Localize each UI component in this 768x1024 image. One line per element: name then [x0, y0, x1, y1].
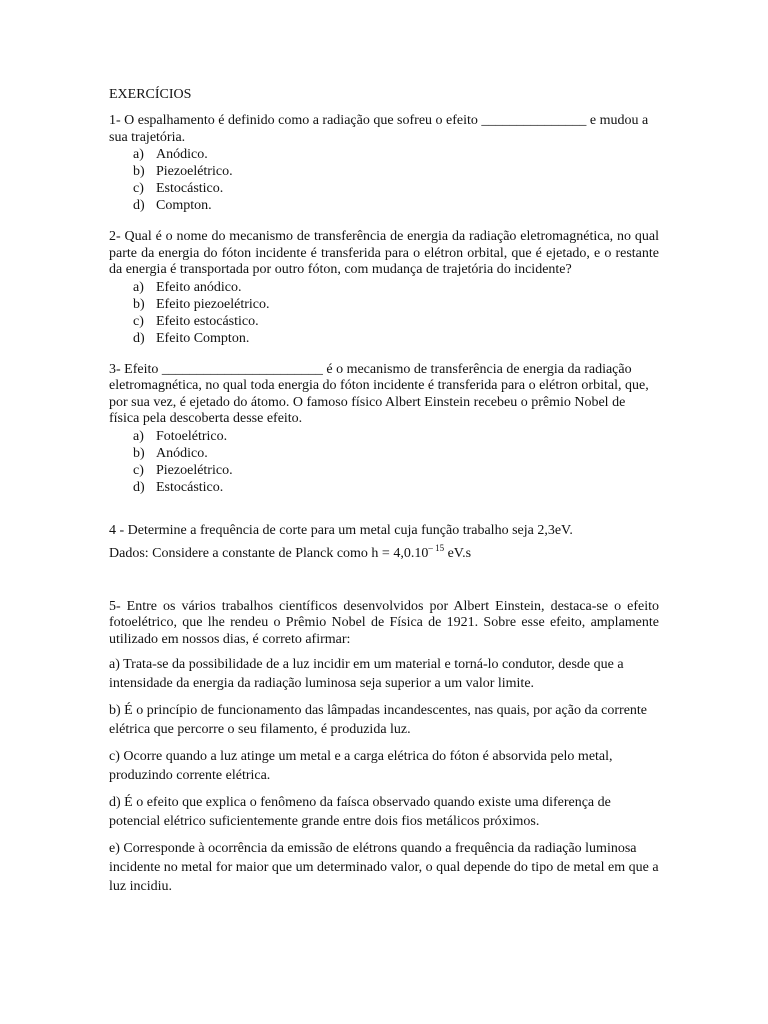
option-text: Efeito estocástico. — [156, 313, 259, 329]
option-letter: b) — [133, 296, 145, 312]
option-text: Compton. — [156, 198, 212, 213]
option-letter: b) — [133, 164, 145, 179]
question-4-data-prefix: Dados: Considere a constante de Planck como h = 4,0.10 — [109, 546, 429, 561]
question-5-alternative-b: b) É o princípio de funcionamento das lâmpadas incandescentes, nas quais, por ação da corrente elétrica que percorre o seu filamento, é produzida luz. — [109, 703, 648, 737]
question-5-alternative-e: e) Corresponde à ocorrência da emissão de elétrons quando a frequência da radiação luminosa incidente no metal for maior que um determinado valor, o qual depende do tipo de metal em que a luz incidiu. — [109, 841, 659, 894]
question-3 — [109, 362, 659, 496]
page-title: EXERCÍCIOS — [109, 87, 192, 102]
question-3-option-d — [133, 479, 659, 496]
option-text: Anódico. — [156, 147, 208, 162]
question-4-stem: 4 - Determine a frequência de corte para um metal cuja função trabalho seja 2,3eV. — [109, 522, 573, 538]
question-1-option-c — [133, 180, 659, 197]
option-letter: c) — [133, 462, 144, 478]
question-1-stem: 1- O espalhamento é definido como a radiação que sofreu o efeito _______________ e mudou a sua trajetória. — [109, 113, 649, 145]
question-2-option-a — [133, 279, 659, 296]
option-letter: a) — [133, 428, 144, 444]
question-5-stem: 5- Entre os vários trabalhos científicos desenvolvidos por Albert Einstein, destaca-se o efeito fotoelétrico, que lhe rendeu o Prêmio Nobel de Física de 1921. Sobre esse efeito, amplamente utilizado em nossos dias, é correto afirmar: — [109, 598, 659, 647]
question-5 — [109, 599, 659, 897]
question-1-options — [109, 146, 659, 214]
question-2-option-b — [133, 296, 659, 313]
option-letter: d) — [133, 479, 145, 495]
question-3-option-c — [133, 462, 659, 479]
question-2-option-d — [133, 330, 659, 347]
option-letter: a) — [133, 147, 144, 162]
question-2-options — [109, 279, 659, 347]
question-3-option-b — [133, 445, 659, 462]
option-text: Efeito Compton. — [156, 330, 250, 346]
exponent: – 15 — [428, 543, 445, 553]
question-2 — [109, 229, 659, 347]
option-letter: c) — [133, 181, 144, 196]
option-text: Estocástico. — [156, 479, 224, 495]
question-3-options — [109, 428, 659, 496]
option-letter: d) — [133, 198, 145, 213]
question-2-option-c — [133, 313, 659, 330]
question-5-alternative-c: c) Ocorre quando a luz atinge um metal e a carga elétrica do fóton é absorvida pelo metal, produzindo corrente elétrica. — [109, 749, 613, 783]
option-letter: d) — [133, 330, 145, 346]
question-4-data — [109, 543, 659, 563]
question-1-option-b — [133, 163, 659, 180]
option-text: Fotoelétrico. — [156, 428, 228, 444]
option-text: Estocástico. — [156, 181, 224, 196]
question-1-option-d — [133, 197, 659, 214]
question-1 — [109, 113, 659, 214]
document-page — [109, 86, 659, 904]
option-text: Anódico. — [156, 445, 208, 461]
question-4 — [109, 523, 659, 563]
question-3-stem: 3- Efeito _______________________ é o mecanismo de transferência de energia da radiação eletromagnética, no qual toda energia do fóton incidente é transferida para o elétron orbital, que, por sua vez, é ejetado do átomo. O famoso físico Albert Einstein recebeu o prêmio Nobel de física pela descoberta desse efeito. — [109, 361, 649, 426]
option-text: Piezoelétrico. — [156, 462, 233, 478]
option-text: Efeito piezoelétrico. — [156, 296, 270, 312]
option-letter: a) — [133, 279, 144, 295]
question-3-option-a — [133, 428, 659, 445]
question-5-alternative-a: a) Trata-se da possibilidade de a luz incidir em um material e torná-lo condutor, desde que a intensidade da energia da radiação luminosa seja superior a um valor limite. — [109, 657, 624, 691]
option-text: Piezoelétrico. — [156, 164, 233, 179]
question-4-data-suffix: eV.s — [447, 546, 472, 561]
question-2-stem: 2- Qual é o nome do mecanismo de transferência de energia da radiação eletromagnética, no qual parte da energia do fóton incidente é transferida para o elétron orbital, que é ejetado, e o restante da energia é transportada por outro fóton, com mudança de trajetória do incidente? — [109, 229, 659, 277]
option-letter: c) — [133, 313, 144, 329]
question-1-option-a — [133, 146, 659, 163]
option-letter: b) — [133, 445, 145, 461]
question-5-alternative-d: d) É o efeito que explica o fenômeno da faísca observado quando existe uma diferença de potencial elétrico suficientemente grande entre dois fios metálicos próximos. — [109, 795, 611, 829]
option-text: Efeito anódico. — [156, 279, 242, 295]
